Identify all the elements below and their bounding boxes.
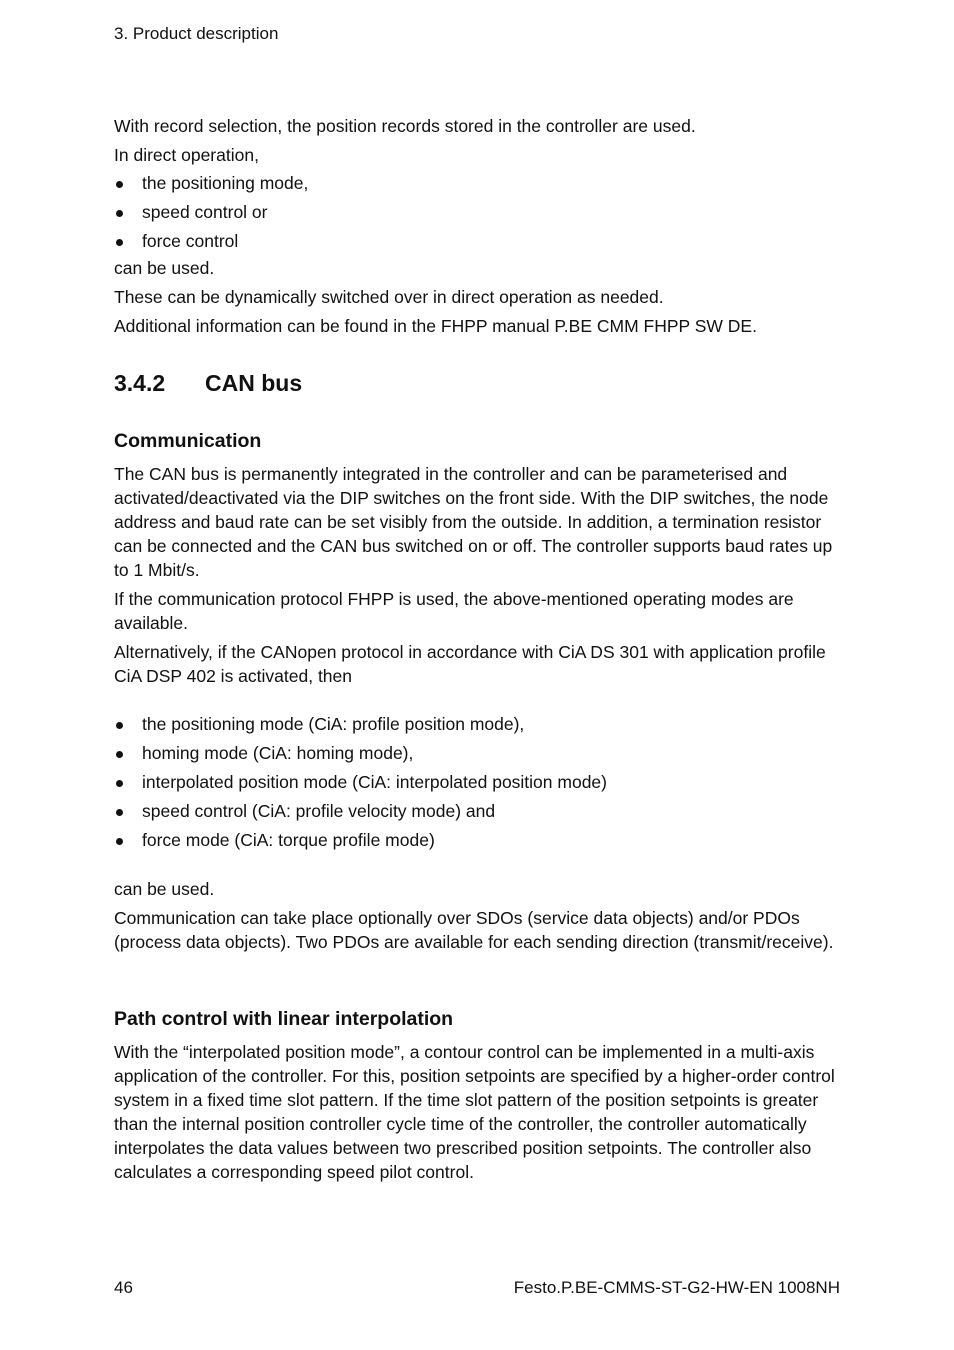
section-number: 3.4.2: [114, 370, 166, 396]
section-title: CAN bus: [205, 370, 303, 396]
list-item: the positioning mode,: [114, 169, 844, 198]
document-id: Festo.P.BE-CMMS-ST-G2-HW-EN 1008NH: [513, 1278, 840, 1297]
intro-paragraph-2: In direct operation,: [114, 145, 259, 165]
list-item: force control: [114, 227, 844, 256]
communication-paragraph-1: The CAN bus is permanently integrated in the controller and can be parameterised and activated/deactivated via the DIP switches on the front side. With the DIP switches, the node address and baud rate can be set visibly from the outside. In addition, a termination resistor can be connected and the CAN bus switched on or off. The controller supports baud rates up to 1 Mbit/s.: [114, 464, 833, 580]
path-control-heading: Path control with linear interpolation: [114, 1008, 454, 1030]
communication-paragraph-5: Communication can take place optionally over SDOs (service data objects) and/or PDOs (process data objects). Two PDOs are available for each sending direction (transmit/receive).: [114, 908, 834, 952]
list-item: speed control or: [114, 198, 844, 227]
communication-paragraph-4: can be used.: [114, 879, 215, 899]
list-item: interpolated position mode (CiA: interpolated position mode): [114, 768, 844, 797]
list-item: speed control (CiA: profile velocity mode) and: [114, 797, 844, 826]
communication-paragraph-3: Alternatively, if the CANopen protocol in accordance with CiA DS 301 with application profile CiA DSP 402 is activated, then: [114, 642, 826, 686]
list-item: the positioning mode (CiA: profile position mode),: [114, 710, 844, 739]
intro-paragraph-5: Additional information can be found in the FHPP manual P.BE CMM FHPP SW DE.: [114, 316, 757, 336]
communication-section: [114, 462, 844, 954]
running-header: 3. Product description: [114, 24, 279, 43]
page-number: 46: [114, 1278, 133, 1297]
section-heading: [114, 370, 302, 397]
intro-bullet-list: [114, 169, 844, 256]
cia-modes-list: [114, 710, 844, 855]
list-item: force mode (CiA: torque profile mode): [114, 826, 844, 855]
intro-paragraph-1: With record selection, the position records stored in the controller are used.: [114, 116, 696, 136]
communication-paragraph-2: If the communication protocol FHPP is used, the above-mentioned operating modes are available.: [114, 589, 794, 633]
path-control-section: [114, 1040, 844, 1184]
intro-section: [114, 114, 844, 338]
intro-paragraph-3: can be used.: [114, 258, 215, 278]
list-item: homing mode (CiA: homing mode),: [114, 739, 844, 768]
intro-paragraph-4: These can be dynamically switched over in direct operation as needed.: [114, 287, 664, 307]
communication-heading: Communication: [114, 430, 262, 452]
path-control-paragraph: With the “interpolated position mode”, a contour control can be implemented in a multi-axis application of the controller. For this, position setpoints are specified by a higher-order control system in a fixed time slot pattern. If the time slot pattern of the position setpoints is greater than the internal position controller cycle time of the controller, the controller automatically interpolates the data values between two prescribed position setpoints. The controller also calculates a corresponding speed pilot control.: [114, 1042, 835, 1182]
